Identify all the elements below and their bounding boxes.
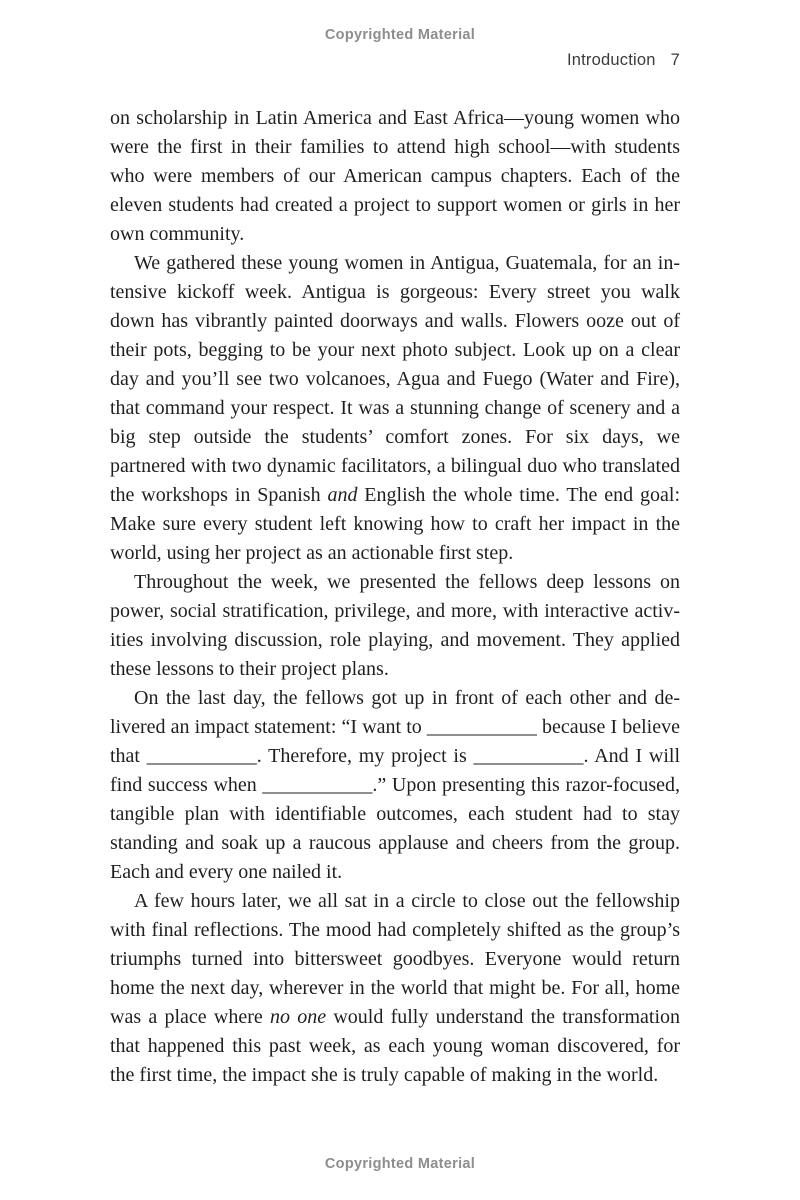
text-segment: A few hours later, we all sat in a circle to close out the fellowship with final reflections. The mood had completely shifted as the group’s triumphs turned into bittersweet goodbyes. Everyone would return home the next day, wherever in the world that might be. For all, home was a place where <box>110 890 680 1028</box>
text-segment: We gathered these young women in Antigua, Guatemala, for an intensive kickoff week. Antigua is gorgeous: Every street you walk down has vibrantly painted doorways and walls. Flowers ooze out of their pots, begging to be your next photo subject. Look up on a clear day and you’ll see two volcanoes, Agua and Fuego (Water and Fire), that command your respect. It was a stunning change of scenery and a big step outside the students’ comfort zones. For six days, we partnered with two dynamic facilitators, a bilingual duo who translated the workshops in Spanish <box>110 252 680 506</box>
paragraph <box>110 887 680 1090</box>
paragraph <box>110 568 680 684</box>
text-segment: on scholarship in Latin America and East Africa—young women who were the first in their families to attend high school—with students who were members of our American campus chapters. Each of the eleven students had created a project to support women or girls in her own community. <box>110 107 680 245</box>
copyright-notice-bottom: Copyrighted Material <box>324 1156 476 1172</box>
paragraph <box>110 104 680 249</box>
italic-text-segment: no one <box>269 1006 327 1028</box>
paragraph <box>110 684 680 887</box>
paragraph <box>110 249 680 568</box>
page-number: 7 <box>670 51 680 69</box>
text-segment: would fully understand the transformation that happened this past week, as each young woman discovered, for the first time, the impact she is truly capable of making in the world. <box>110 1006 680 1086</box>
text-segment: On the last day, the fellows got up in front of each other and delivered an impact statement: “I want to ___________ because I believe that ___________. Therefore, my project is ___________. And I will find success when ___________.” Upon presenting this razor-focused, tangible plan with identifiable outcomes, each student had to stay standing and soak up a raucous applause and cheers from the group. Each and every one nailed it. <box>110 687 680 883</box>
body-text <box>110 104 680 1090</box>
text-segment: English the whole time. The end goal: Make sure every student left knowing how to craft her impact in the world, using her project as an actionable first step. <box>110 484 681 564</box>
text-segment: Throughout the week, we presented the fellows deep lessons on power, social stratification, privilege, and more, with interactive activities involving discussion, role playing, and movement. They applied these lessons to their project plans. <box>110 571 680 680</box>
copyright-notice-top: Copyrighted Material <box>324 27 476 43</box>
running-head-title: Introduction <box>566 51 656 69</box>
italic-text-segment: and <box>327 484 358 506</box>
running-head <box>567 51 680 70</box>
